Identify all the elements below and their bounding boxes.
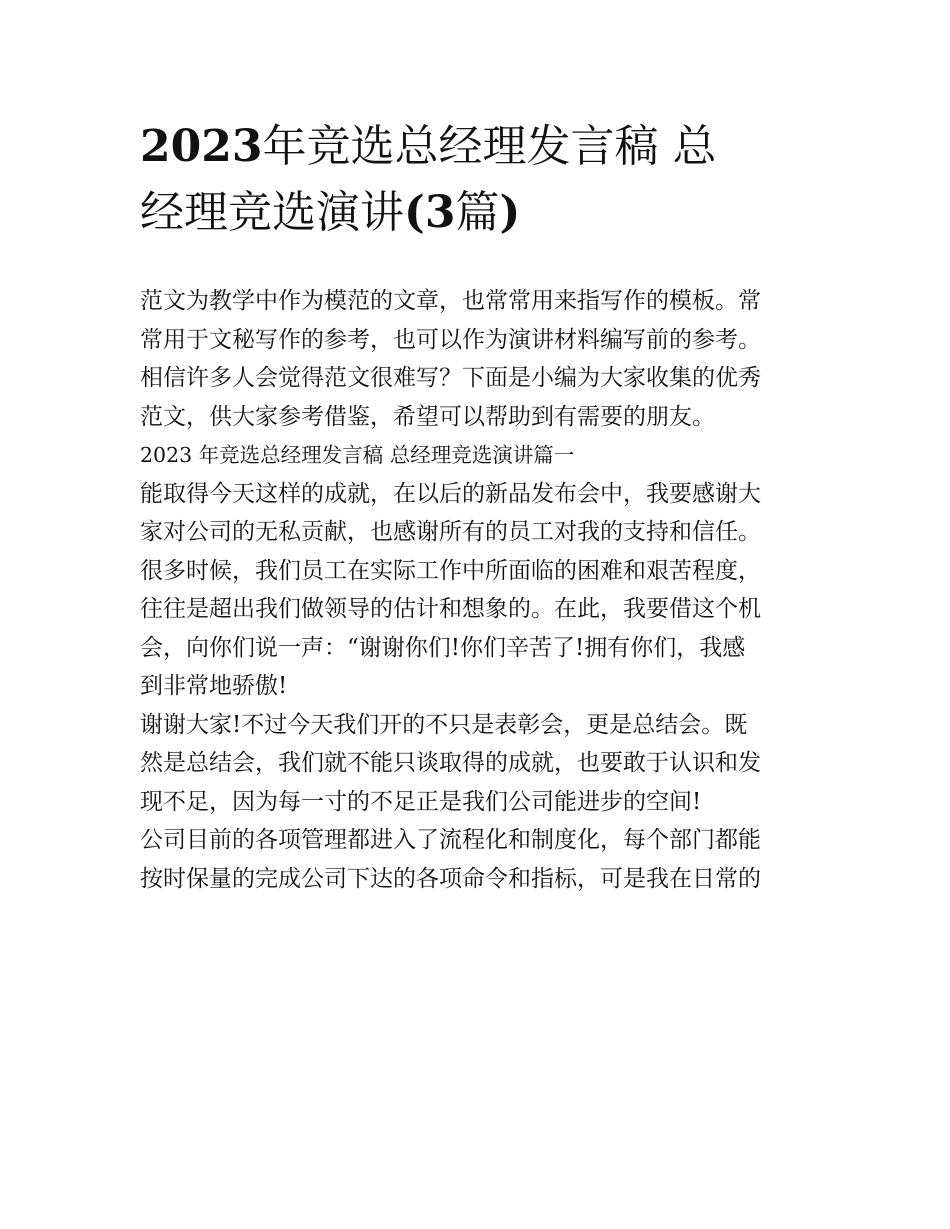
title-year: 2023 <box>140 121 263 172</box>
body-paragraph-2 <box>140 706 830 822</box>
text-line: 很多时候，我们员工在实际工作中所面临的困难和艰苦程度， <box>140 557 761 584</box>
text-line: 往往是超出我们做领导的估计和想象的。在此，我要借这个机 <box>140 596 761 622</box>
title-count: (3 <box>404 187 456 238</box>
document-title <box>140 114 820 246</box>
text-line: 常用于文秘写作的参考，也可以作为演讲材料编写前的参考。 <box>140 326 761 353</box>
body-paragraph-1 <box>140 475 830 706</box>
document-body <box>140 282 830 898</box>
text-line: 现不足，因为每一寸的不足正是我们公司能进步的空间! <box>140 788 702 815</box>
text-line: 家对公司的无私贡献，也感谢所有的员工对我的支持和信任。 <box>140 519 761 545</box>
intro-paragraph <box>140 282 830 436</box>
title-line-1 <box>140 114 820 180</box>
section-heading: 2023 年竞选总经理发言稿 总经理竞选演讲篇一 <box>140 443 575 467</box>
text-line: 范文，供大家参考借鉴，希望可以帮助到有需要的朋友。 <box>140 403 715 430</box>
text-line: 按时保量的完成公司下达的各项命令和指标，可是我在日常的 <box>140 865 761 892</box>
text-line: 能取得今天这样的成就，在以后的新品发布会中，我要感谢大 <box>140 480 761 507</box>
text-line: 到非常地骄傲! <box>140 673 288 699</box>
title-close-paren: ) <box>499 187 521 238</box>
title-line-2-text-a: 经理竞选演讲 <box>140 187 404 238</box>
text-line: 范文为教学中作为模范的文章，也常常用来指写作的模板。常 <box>140 288 761 314</box>
text-line: 然是总结会，我们就不能只谈取得的成就，也要敢于认识和发 <box>140 750 761 776</box>
body-paragraph-3 <box>140 821 830 898</box>
text-line: 谢谢大家!不过今天我们开的不只是表彰会，更是总结会。既 <box>140 711 748 738</box>
text-line: 会，向你们说一声：“谢谢你们!你们辛苦了!拥有你们，我感 <box>140 634 746 661</box>
title-line-2 <box>140 180 820 246</box>
text-line: 相信许多人会觉得范文很难写？下面是小编为大家收集的优秀 <box>140 365 761 391</box>
title-line-1-text: 年竞选总经理发言稿 总 <box>262 121 717 172</box>
title-line-2-text-b: 篇 <box>455 187 500 238</box>
text-line: 公司目前的各项管理都进入了流程化和制度化，每个部门都能 <box>140 827 761 853</box>
